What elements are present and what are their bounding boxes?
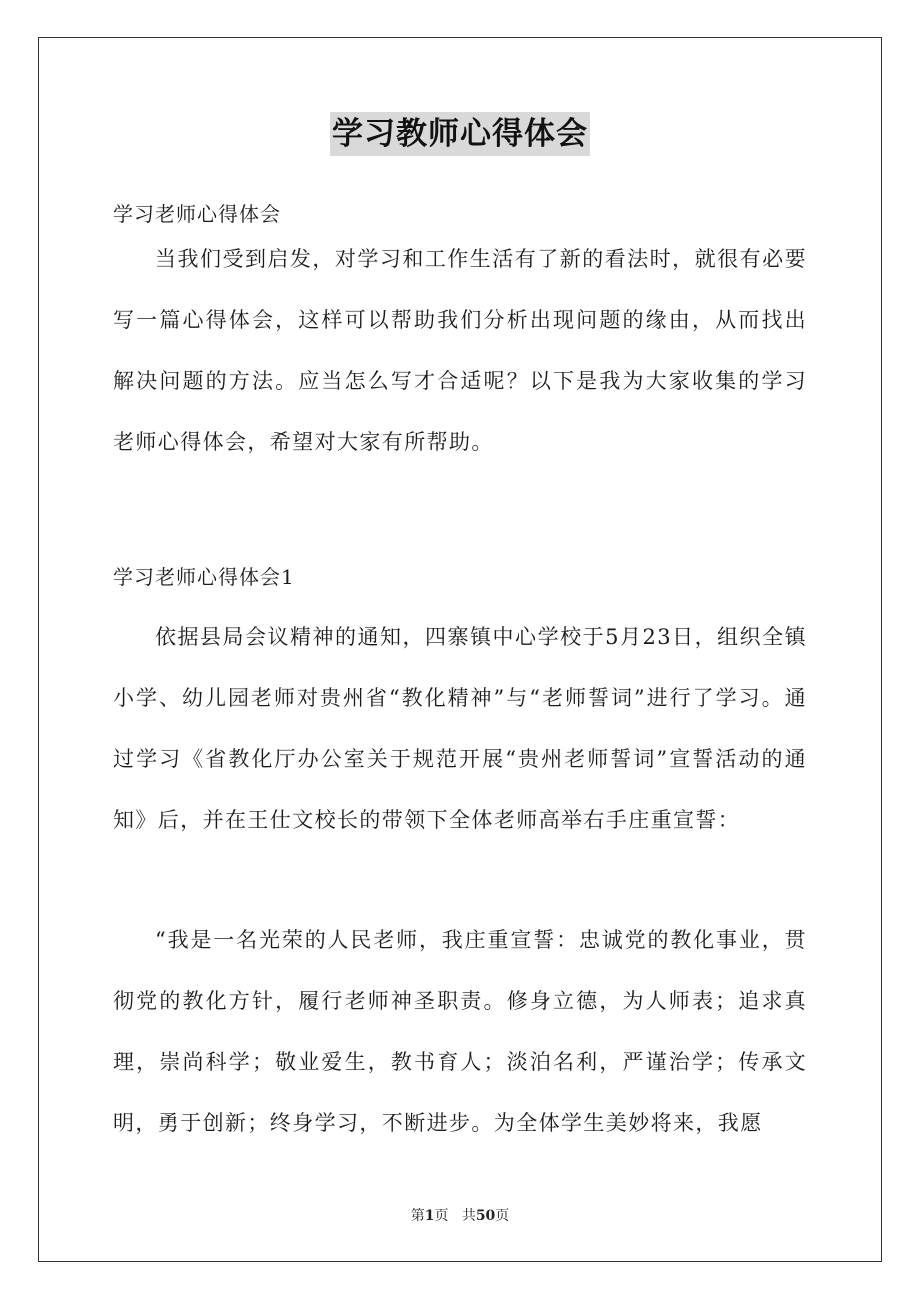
section-1-paragraph-2: “我是一名光荣的人民老师，我庄重宣誓：忠诚党的教化事业，贯彻党的教化方针，履行老师神圣职责。修身立德，为人师表；追求真理，崇尚科学；敬业爱生，教书育人；淡泊名利，严谨治学；传承文明，勇于创新；终身学习，不断进步。为全体学生美妙将来，我愿 — [113, 928, 807, 1135]
footer-total-unit: 页 — [495, 1208, 510, 1224]
footer-prefix: 第 — [410, 1208, 425, 1224]
footer-total-pages: 50 — [475, 1208, 496, 1224]
document-title: 学习教师心得体会 — [330, 112, 590, 156]
section-1-paragraph-1: 依据县局会议精神的通知，四寨镇中心学校于5月23日，组织全镇小学、幼儿园老师对贵州省“教化精神”与“老师誓词”进行了学习。通过学习《省教化厅办公室关于规范开展“贵州老师誓词”宣誓活动的通知》后，并在王仕文校长的带领下全体老师高举右手庄重宣誓： — [113, 625, 807, 832]
section-1-heading: 学习老师心得体会1 — [113, 565, 295, 589]
page-footer — [0, 1206, 920, 1226]
intro-paragraph: 当我们受到启发，对学习和工作生活有了新的看法时，就很有必要写一篇心得体会，这样可以帮助我们分析出现问题的缘由，从而找出解决问题的方法。应当怎么写才合适呢？以下是我为大家收集的学习老师心得体会，希望对大家有所帮助。 — [113, 247, 807, 454]
footer-page-unit: 页 — [434, 1208, 449, 1224]
intro-heading: 学习老师心得体会 — [113, 202, 281, 226]
title-container — [0, 112, 920, 156]
footer-page-number: 1 — [424, 1208, 435, 1224]
footer-total-prefix: 共 — [461, 1208, 476, 1224]
